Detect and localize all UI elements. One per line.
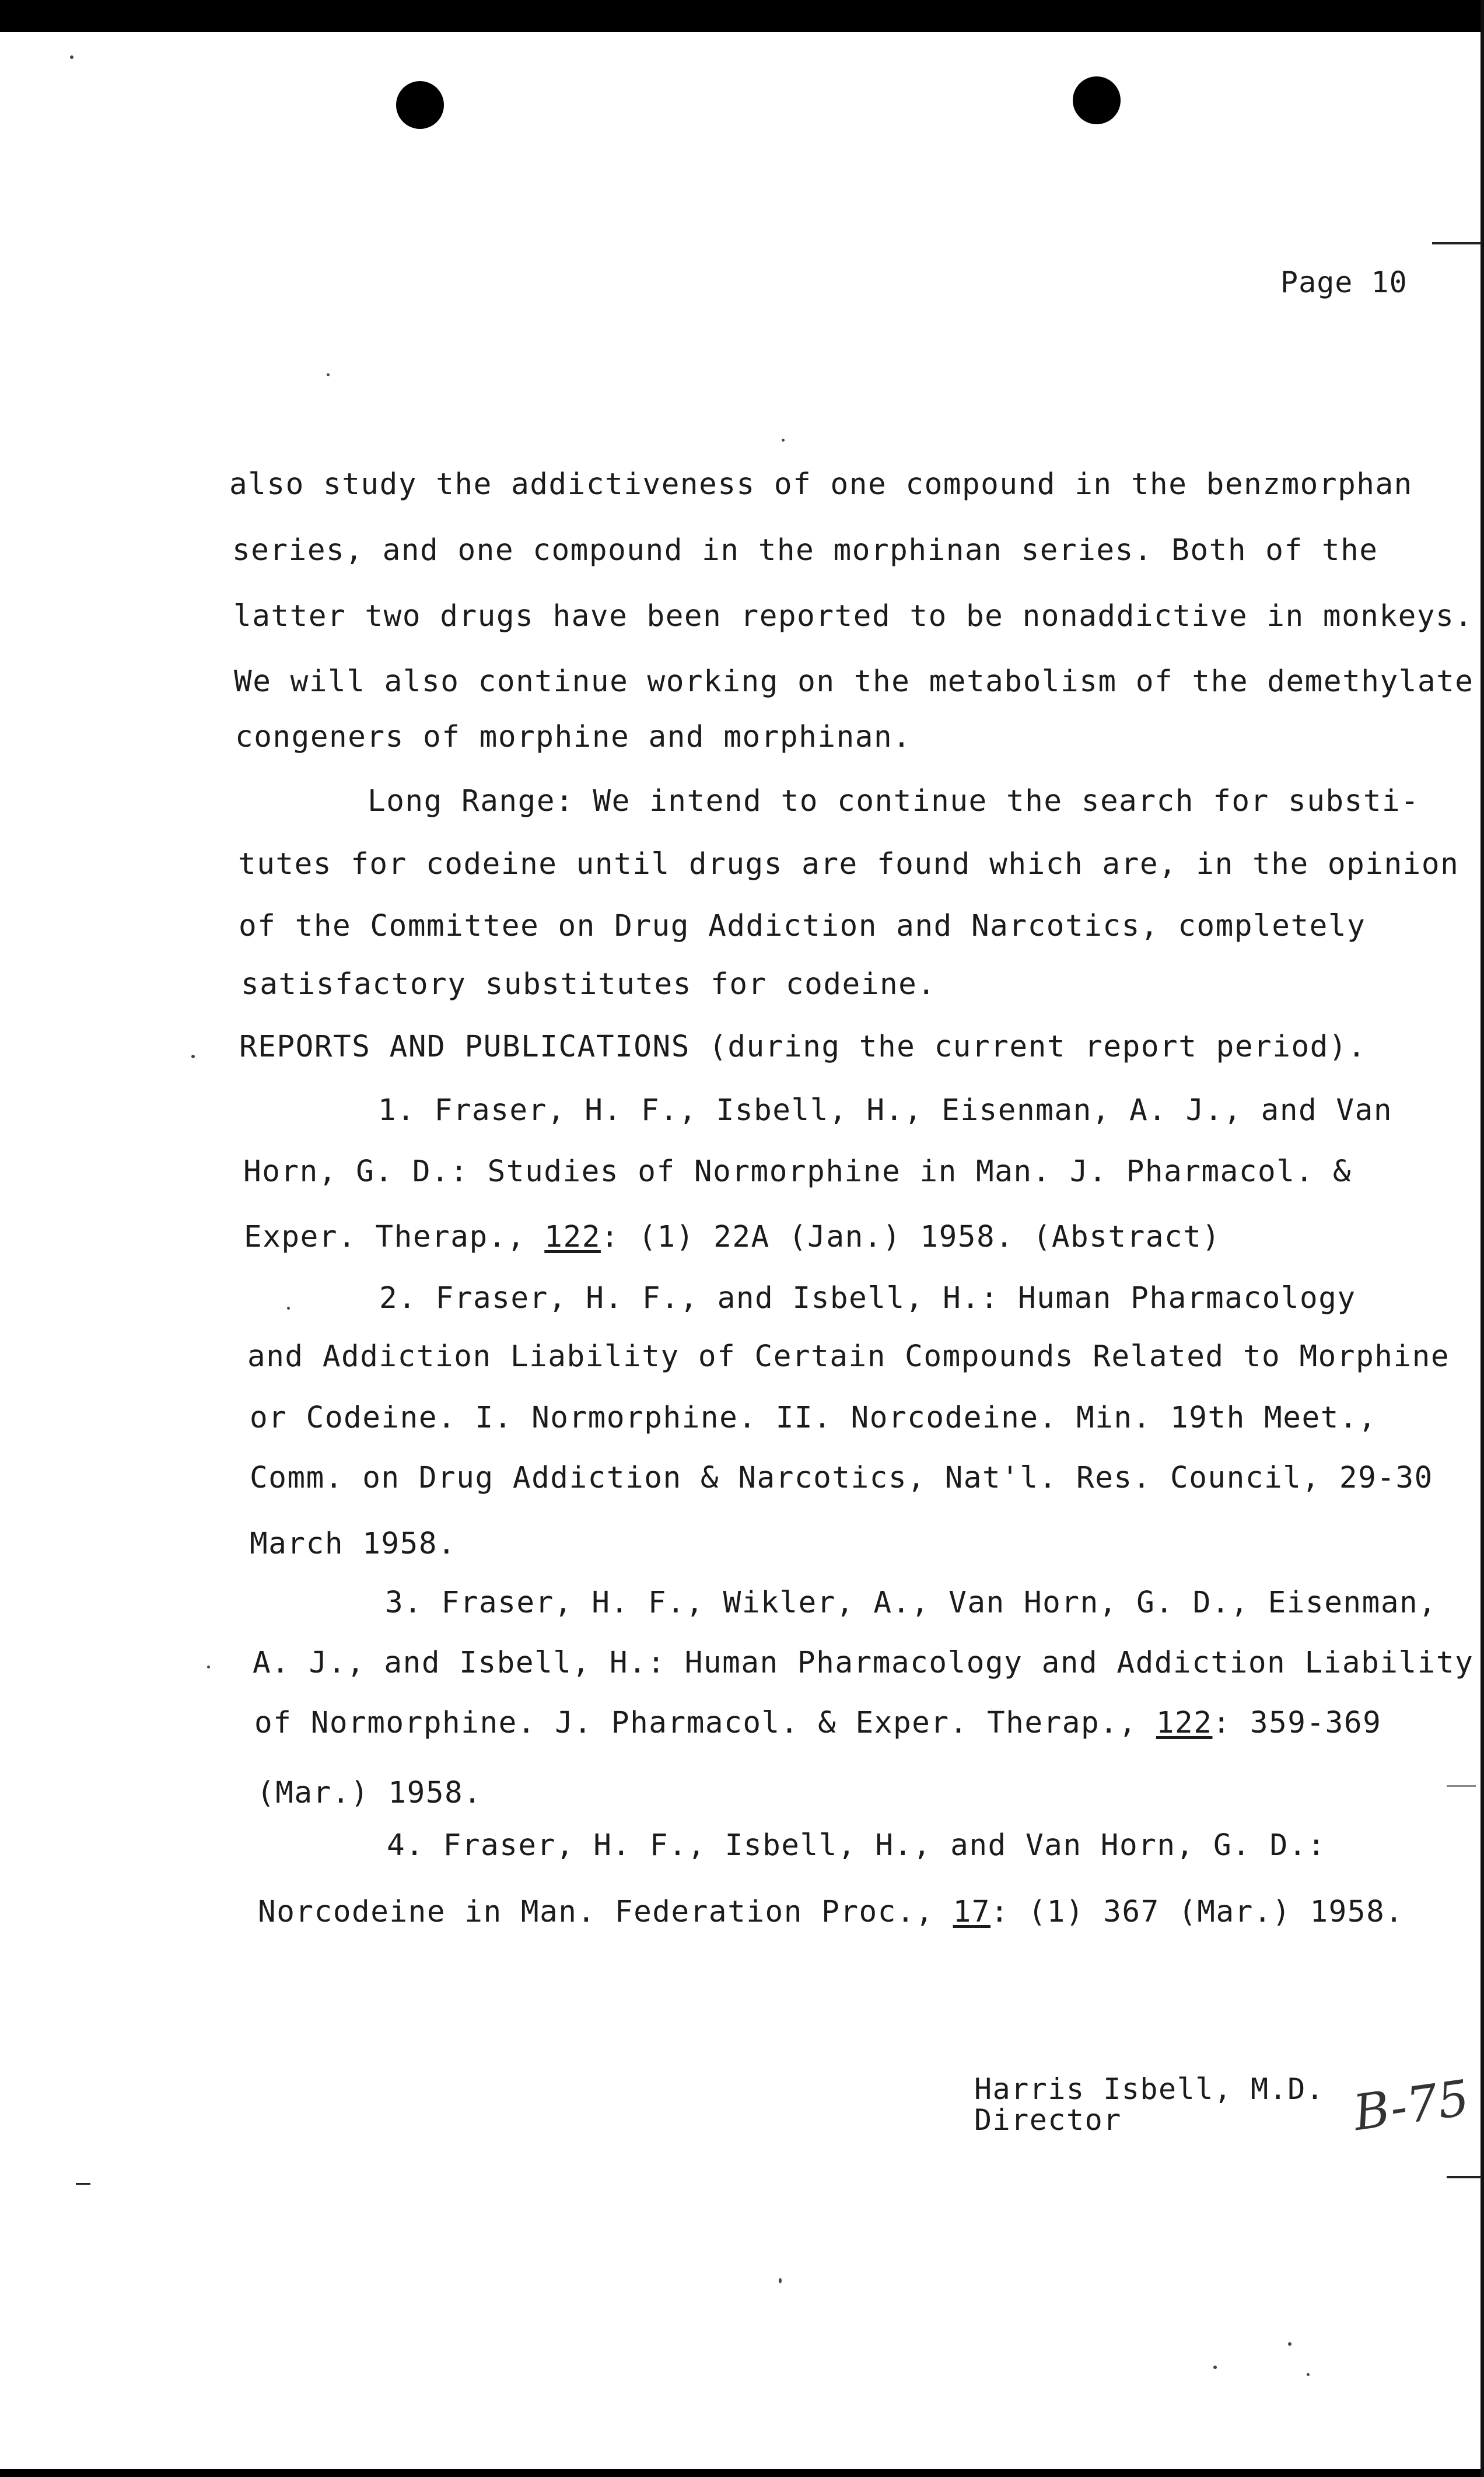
- punch-hole-right: [1073, 76, 1121, 124]
- scan-speck: [779, 2278, 782, 2283]
- body-line: tutes for codeine until drugs are found which are, in the opinion: [238, 847, 1460, 881]
- reference-2-line: March 1958.: [250, 1527, 457, 1561]
- reference-1-line: 1. Fraser, H. F., Isbell, H., Eisenman, A. J., and Van: [378, 1093, 1393, 1128]
- signatory-title: Director: [974, 2102, 1122, 2137]
- scan-speck: [191, 1055, 195, 1058]
- scan-speck: [327, 373, 330, 376]
- scan-speck: [1213, 2366, 1217, 2369]
- volume-number: 17: [953, 1895, 991, 1929]
- scan-speck: [70, 55, 74, 59]
- punch-hole-left: [396, 81, 444, 129]
- reference-2-line: or Codeine. I. Normorphine. II. Norcodeine. Min. 19th Meet.,: [250, 1401, 1377, 1435]
- reference-2-line: Comm. on Drug Addiction & Narcotics, Nat'l. Res. Council, 29-30: [250, 1461, 1433, 1495]
- signature-block: [974, 2074, 1324, 2135]
- scan-mark: [1447, 2176, 1482, 2178]
- reference-1-line: Exper. Therap., 122: (1) 22A (Jan.) 1958. (Abstract): [244, 1220, 1221, 1254]
- scan-speck: [287, 1307, 290, 1310]
- scan-speck: [1288, 2342, 1292, 2346]
- scan-top-border: [0, 0, 1484, 32]
- page-number: Page 10: [1280, 265, 1408, 299]
- scan-bottom-border: [0, 2469, 1484, 2477]
- scan-mark: [76, 2183, 90, 2185]
- body-line: of the Committee on Drug Addiction and Narcotics, completely: [239, 909, 1366, 943]
- reference-2-line: 2. Fraser, H. F., and Isbell, H.: Human Pharmacology: [379, 1281, 1356, 1316]
- scan-speck: [1307, 2373, 1310, 2376]
- volume-number: 122: [544, 1220, 601, 1254]
- volume-number: 122: [1156, 1706, 1213, 1740]
- body-line: congeners of morphine and morphinan.: [235, 720, 912, 754]
- body-line: also study the addictiveness of one compound in the benzmorphan: [229, 467, 1413, 502]
- reference-3-line: (Mar.) 1958.: [257, 1776, 482, 1810]
- body-line: latter two drugs have been reported to be nonaddictive in monkeys.: [233, 599, 1474, 634]
- reference-1-line: Horn, G. D.: Studies of Normorphine in Man. J. Pharmacol. &: [243, 1154, 1352, 1189]
- reports-heading: REPORTS AND PUBLICATIONS (during the current report period).: [239, 1030, 1367, 1064]
- handwritten-note: B-75: [1350, 2069, 1473, 2142]
- body-line: We will also continue working on the metabolism of the demethylate: [234, 664, 1474, 699]
- reference-4-line: 4. Fraser, H. F., Isbell, H., and Van Horn, G. D.:: [387, 1828, 1326, 1863]
- body-line: satisfactory substitutes for codeine.: [241, 967, 936, 1002]
- scan-right-border: [1480, 0, 1484, 2477]
- scan-speck: [782, 439, 785, 442]
- reference-3-line: A. J., and Isbell, H.: Human Pharmacology and Addiction Liability: [253, 1646, 1474, 1680]
- scan-speck: [207, 1666, 210, 1668]
- body-line: series, and one compound in the morphinan series. Both of the: [232, 533, 1378, 568]
- reference-2-line: and Addiction Liability of Certain Compounds Related to Morphine: [247, 1339, 1450, 1374]
- scan-mark: [1432, 242, 1482, 244]
- reference-4-line: Norcodeine in Man. Federation Proc., 17: (1) 367 (Mar.) 1958.: [258, 1895, 1404, 1929]
- signatory-name: Harris Isbell, M.D.: [974, 2072, 1325, 2106]
- reference-3-line: of Normorphine. J. Pharmacol. & Exper. Therap., 122: 359-369: [254, 1706, 1382, 1740]
- scan-mark: [1447, 1785, 1476, 1787]
- reference-3-line: 3. Fraser, H. F., Wikler, A., Van Horn, G. D., Eisenman,: [385, 1586, 1437, 1620]
- body-line: Long Range: We intend to continue the search for substi-: [368, 784, 1420, 818]
